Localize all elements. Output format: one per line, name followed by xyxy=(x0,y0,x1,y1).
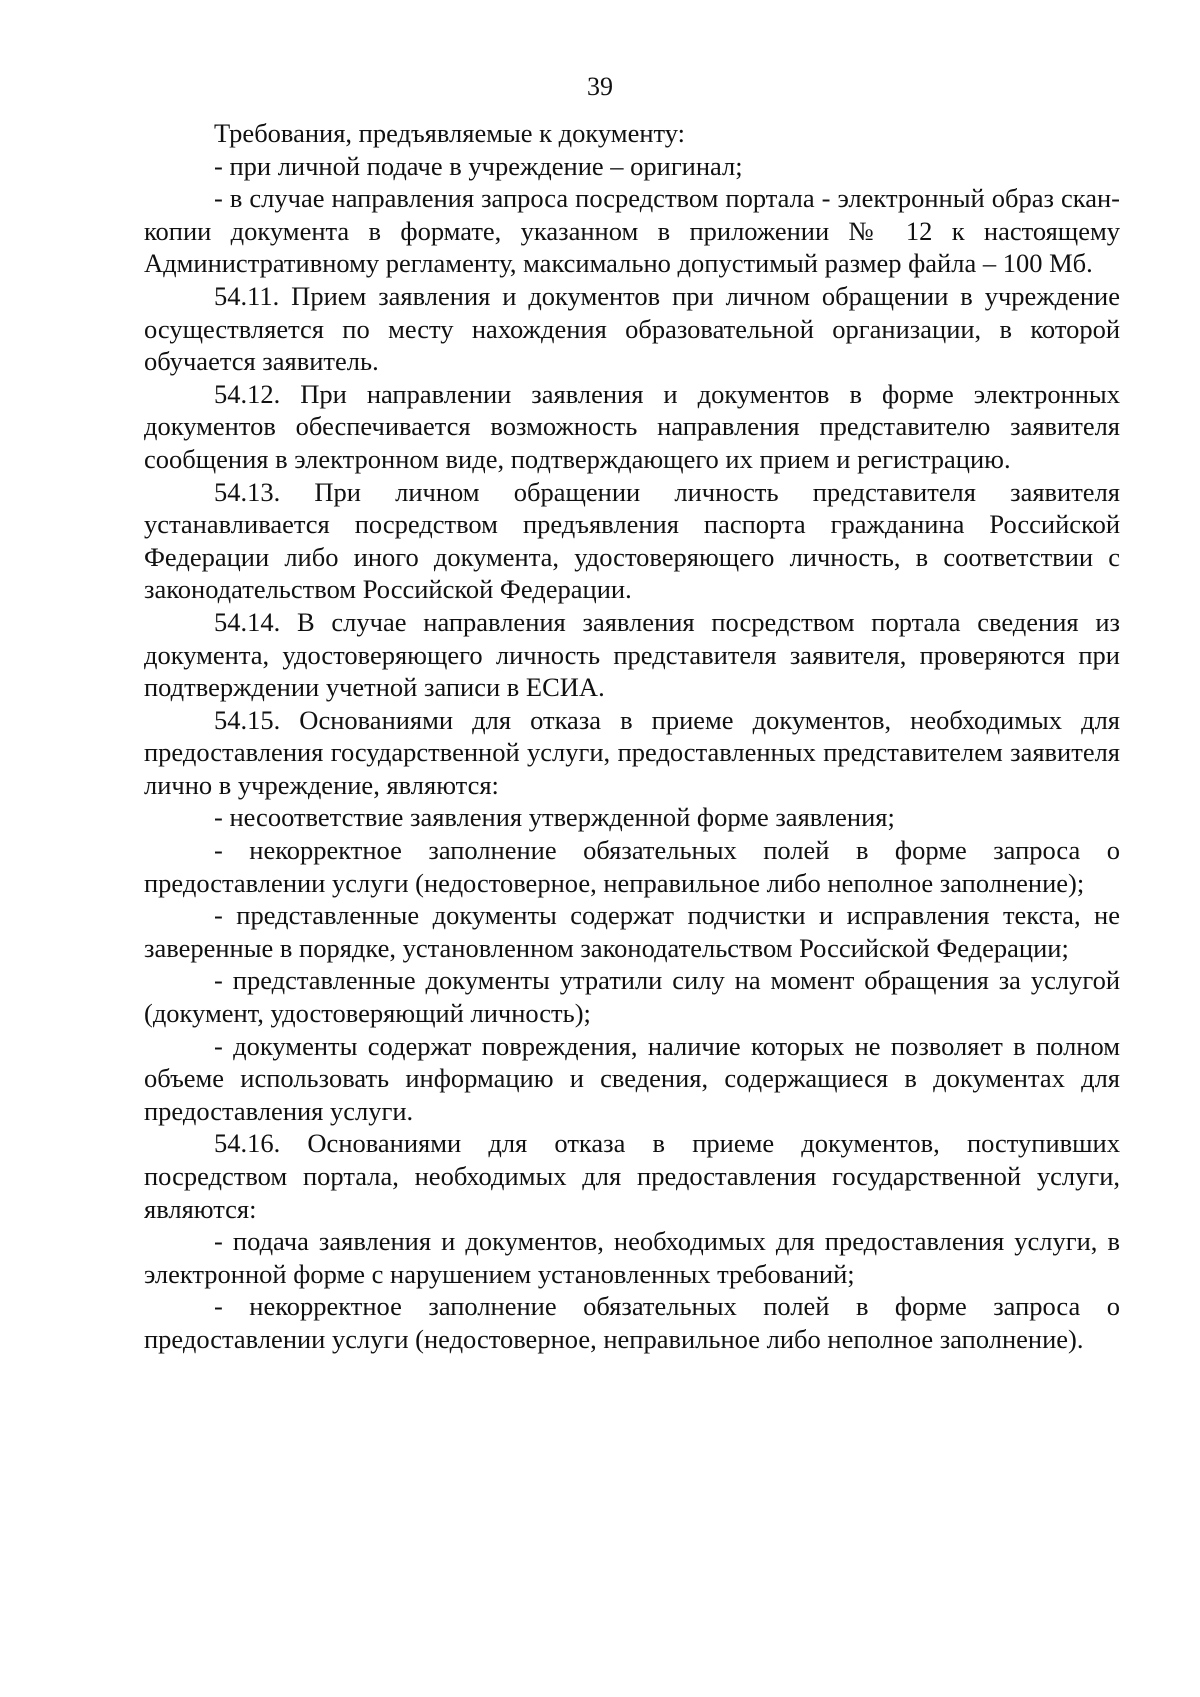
paragraph-54-16-item-2: - некорректное заполнение обязательных полей в форме запроса о предоставлении услуги (недостоверное, неправильное либо неполное заполнение). xyxy=(144,1291,1120,1354)
paragraph-54-15-item-1: - несоответствие заявления утвержденной форме заявления; xyxy=(214,802,895,833)
paragraph-54-13: 54.13. При личном обращении личность представителя заявителя устанавливается посредством предъявления паспорта гражданина Российской Федерации либо иного документа, удостоверяющего личность, в соответствии с законодательством Российской Федерации. xyxy=(144,476,1120,605)
paragraph-54-15-item-4: - представленные документы утратили силу на момент обращения за услугой (документ, удостоверяющий личность); xyxy=(144,965,1120,1029)
paragraph-54-15: 54.15. Основаниями для отказа в приеме документов, необходимых для предоставления государственной услуги, предоставленных представителем заявителя лично в учреждение, являются: xyxy=(144,704,1120,800)
document-body xyxy=(144,117,1120,1356)
paragraph-requirement-scan: - в случае направления запроса посредством портала - электронный образ скан-копии документа в формате, указанном в приложении № 12 к настоящему Административному регламенту, максимально допустимый размер файла – 100 Мб. xyxy=(144,183,1120,279)
paragraph-54-15-item-2: - некорректное заполнение обязательных полей в форме запроса о предоставлении услуги (недостоверное, неправильное либо неполное заполнение); xyxy=(144,835,1120,898)
paragraph-54-12: 54.12. При направлении заявления и документов в форме электронных документов обеспечивается возможность направления представителю заявителя сообщения в электронном виде, подтверждающего их прием и регистрацию. xyxy=(144,378,1120,474)
paragraph-54-16-item-1: - подача заявления и документов, необходимых для предоставления услуги, в электронной форме с нарушением установленных требований; xyxy=(144,1226,1120,1289)
paragraph-requirement-original: - при личной подаче в учреждение – оригинал; xyxy=(214,150,743,181)
paragraph-54-11: 54.11. Прием заявления и документов при личном обращении в учреждение осуществляется по месту нахождения образовательной организации, в которой обучается заявитель. xyxy=(144,280,1120,377)
paragraph-54-16: 54.16. Основаниями для отказа в приеме документов, поступивших посредством портала, необходимых для предоставления государственной услуги, являются: xyxy=(144,1128,1120,1224)
paragraph-54-15-item-3: - представленные документы содержат подчистки и исправления текста, не заверенные в порядке, установленном законодательством Российской Федерации; xyxy=(144,900,1120,963)
paragraph-54-14: 54.14. В случае направления заявления посредством портала сведения из документа, удостоверяющего личность представителя заявителя, проверяются при подтверждении учетной записи в ЕСИА. xyxy=(144,606,1120,703)
page-number: 39 xyxy=(587,72,613,101)
paragraph-54-15-item-5: - документы содержат повреждения, наличие которых не позволяет в полном объеме использовать информацию и сведения, содержащиеся в документах для предоставления услуги. xyxy=(144,1030,1120,1126)
paragraph-requirements-intro: Требования, предъявляемые к документу: xyxy=(214,118,686,148)
